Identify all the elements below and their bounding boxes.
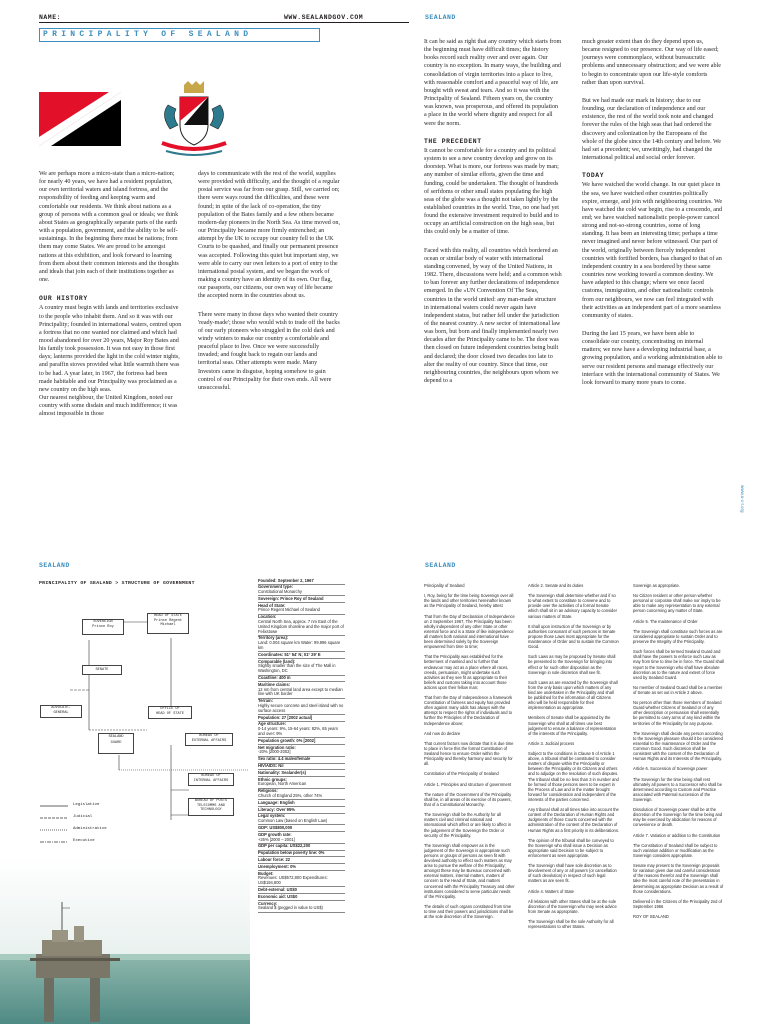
precedent-paragraph-3: much greater extent than do they depend upon us, became resigned to our presence. Our way of life eased; journeys were commonplace, without bureaucratic problems and unnecessary obstruction; and we were able to begin to concentrate upon our life-style comforts rather than upon survival. — [582, 39, 721, 86]
precedent-paragraph-2: Faced with this reality, all countries which bordered an ocean or similar body of water with international standing convened, by way of the United Nations, in 1982. There, discussions were held; and a common wish to ban forever any further declarations of independence emerged. In the »UN Convention Of The Seas, countries in the world united: any man-made structure in international waters could never again have independent status, but rather fell under the jurisdiction of the nearest country. A new sector of international law was born, but born and finally implemented nearly two decades after the Principality came to be. The door was then closed on future independent countries being built and declared; the door closed two decades too late to alter the reality of our country. Since that time, our neighbouring countries, the neighbours upon whom we depend to a — [424, 247, 562, 385]
fact-row — [258, 603, 345, 615]
fact-label: Population below poverty line: 0% — [258, 850, 325, 856]
fact-value: Sealand $ (pegged in value to US$) — [258, 905, 323, 911]
fact-label: Location: — [258, 614, 277, 620]
fact-label: Religions: — [258, 788, 278, 794]
fact-label: Debt-external: US$0 — [258, 886, 297, 892]
coat-of-arms-icon — [158, 81, 230, 161]
sealand-flag-icon — [39, 92, 121, 146]
facts-table — [258, 578, 345, 913]
website-label: WWW.SEALANDGOV.COM — [284, 14, 364, 21]
fact-value: 0-14 years: 9%, 15-64 years: 82%, 65 years and over: 9% — [258, 726, 338, 737]
legend-judicial: Judicial — [73, 815, 93, 819]
fact-value: European, North American — [258, 781, 307, 787]
fact-label: Comparable (land): — [258, 658, 296, 664]
precedent-paragraph-4: But we had made our mark in history; due to our founding, our declaration of independence and our existence, the rest of the world took note and changed forever the rules of the high seas that had ordered the discovery and colonization by the Europeans of the whole of the globe since the 14th century and before. We had set a precedent; we, unwittingly, had changed the international political and social order forever. — [582, 97, 721, 162]
sealand-tag-top: SEALAND — [425, 14, 456, 21]
intro-column-4 — [582, 38, 723, 387]
fact-value: Land: 0.004 square km Water: 99.996 square km — [258, 640, 341, 651]
org-box-bureau-posts: BUREAU OF POSTS TELECOMMS AND TECHNOLOGY — [188, 798, 234, 816]
fact-value: Slightly smaller than the size of The Mall in Washington, DC — [258, 663, 336, 674]
org-box-head-of-state: HEAD OF STATE Prince Regent Michael — [147, 613, 189, 634]
fact-value: 12 nm from central land area except to median line with UK border — [258, 686, 343, 697]
fact-label: Net migration ratio: — [258, 744, 296, 750]
fact-label: HIV/AIDS: Nil — [258, 763, 284, 768]
intro-paragraph: We are perhaps more a micro-state than a micro-nation; for nearly 40 years, we have had a resident population, our own territorial waters and island fortress, and the responsibility of feeding and keeping warm and comfortable our residents. We think about nations as a group of persons with a common goal or ideals; we think about States as geographically separate parts of the earth with a population, government, and the ability to be self-sustainings. In the beginning there must be nations; from them may come States. We are proud to be amongst nations at this exhibition, and look forward to learning from them about their common interests and the thoughts and ideals that join each of their institutions together as one. — [39, 171, 179, 284]
fact-label: Ethnic groups: — [258, 776, 287, 782]
fact-label: Age structure: — [258, 721, 286, 727]
fact-label: GDP per capita: US$22,200 — [258, 843, 311, 849]
fact-row — [258, 789, 345, 801]
fact-row — [258, 659, 345, 675]
fact-row — [258, 682, 345, 698]
legend-executive: Executive — [73, 839, 95, 843]
legend-lines — [40, 803, 70, 848]
fact-row — [258, 699, 345, 715]
fact-label: GDP growth rate: — [258, 831, 292, 837]
constitution-column-2: Article 2. Senate and its duties The Sovereign shall determine whether and if so to what extent to constitute to convene and to provide over the activities of a formal Senate which shall sit in an advisory capacity to consider various matters of State. It shall upon instruction of the Sovereign or by authorities consonant of such persons in Senate propose those Laws most appropriate for the maintenance of Order and to sustain the Common Good. Such Laws as may be proposed by Senate shall be presented to the Sovereign for bringing into effect or for such other disposition as the Sovereign in sole discretion shall see fit. Such Laws as are enacted by the Sovereign shall from the only basis upon which matters of any kind are undertaken in the Principality and shall be published for the information of all Citizens who will be held responsible for their implementation as appropriate. Members of Senate shall be appointed by the Sovereign who shall at all times use best judgement to ensure a balance of representation of the interests of the Principality. Article 3. Judicial process Subject to the conditions in Clause 5 of Article 1 above, a tribunal shall be constituted to consider matters of dispute within the Principality or between the Principality or its Citizens and others and to adjudge on the resolution of such disputes. The tribunal shall be no less than 3 in number and be formed of those persons seen to be expert in the Process of Law and in the matter brought forward for consideration and independent of the interests of the parties concerned. Any tribunal shall at all times take into account the content of the Declaration of Human Rights and Judgments of those Courts concerned with the administration of the content of the Declaration of Human Rights as a first priority in its deliberations. The opinion of the tribunal shall be conveyed to the Sovereign who shall issue a Decision as appropriate said Decision to be subject to enforcement as seen appropriate. The Sovereign shall have sole discretion as to devolvement of any or all powers (or cancellation of such devolution) in respect of such legal matters as are seen fit. Article 4. Matters of State All relations with other States shall be at the sole discretion of the Sovereign who may seek advice from Senate as appropriate. The Sovereign shall be the sole Authority for all representations to other States. — [528, 583, 620, 930]
fact-row — [258, 615, 345, 636]
fact-row — [258, 832, 345, 844]
fact-label: Sovereign: Prince Roy of Sealand — [258, 595, 324, 601]
fact-row — [258, 894, 345, 901]
fact-label: Coastline: 400 m — [258, 675, 291, 681]
fact-value: Common Law (based on English Law) — [258, 818, 328, 824]
fact-value: Central North Sea, approx. 7 nm East of the United Kingdom shoreline and the major port of Felixstowe — [258, 619, 344, 634]
intro-column-1 — [39, 170, 182, 419]
fact-label: Sex ratio: 4.4 males/female — [258, 756, 311, 762]
fact-label: Economic aid: US$0 — [258, 893, 298, 899]
fact-label: Territory (area): — [258, 635, 289, 641]
header-rule — [39, 22, 409, 23]
history-paragraph-2: days to communicate with the rest of the world, supplies were provided with difficulty, and the thought of a regular postal service was far from our grasp. Still, we carried on; there were ways round the difficulties, and these were found; in spite of the lack of co-operation, the tiny population of the Bates family and a few others became modern-day pioneers in the North Sea. As time moved on, our Principality became more firmly entrenched; an attempt by the UK to occupy our country fell to the UK Courts to be quashed, and finally our permanent presence was accepted. Following this quiet but important step, we were able to carry our own letters to a port of entry to the international postal system, and we began the work of making a country have an identity of its own. Our flag, our passports, our citizens, our own way of life became the accepted norm in the countries about us. — [198, 171, 340, 300]
name-label: NAME: — [39, 14, 62, 21]
org-box-office-head-of-state: OFFICE OF HEAD OF STATE — [148, 706, 192, 719]
legend-legislative: Legislative — [73, 803, 100, 807]
fact-label: Language: English — [258, 799, 295, 805]
intro-column-3 — [424, 38, 562, 385]
precedent-heading: THE PRECEDENT — [424, 137, 482, 145]
side-url: www.a-c-t.org — [740, 485, 745, 513]
fact-row — [258, 871, 345, 887]
sealand-tag-bottom-right: SEALAND — [425, 562, 456, 569]
fact-label: Unemployment: 0% — [258, 863, 296, 869]
page-title: PRINCIPALITY OF SEALAND — [43, 30, 253, 39]
fact-value: Highly secure concrete and steel island with no surface access — [258, 703, 344, 713]
fact-value: Church of England 25%, other 74% — [258, 792, 323, 798]
intro-column-2 — [198, 170, 340, 392]
fact-label: Government type: — [258, 584, 294, 590]
constitution-column-1: Principality of Sealand I, Roy, being for the time being Sovereign over all the lands and other territories hereinafter known as the Principality of Sealand, hereby attest That from the Day of Declaration of Independence on 2 September 1967, The Principality has been wholly independent of any other State or other external force and is a State of like independence all matters both national and international have been determined solely by the Sovereign empowered from time to time; That the Principality was established for the betterment of mankind and to further that endeavour may act as a place where all races, creeds, persuasion, might undertake such activities as they see fit as appropriate to their beliefs and customs taking into account those actions upon their fellow man; That from the Day of Independence a framework Constitution of fairness and equity has provided often against many odds has always with the attempt to respect the rights of individuals and to further the Principles of the Declaration of Independence above; And now do declare That current factors now dictate that it is due time to place in force this the formal Constitution of Sealand hence to ensure Order within the Principality and thereby harmony and security for all. Constitution of the Principality of Sealand Article 1. Principles and structure of government The nature of the Government of the Principality shall be, in all areas of its exercise of its powers, that of a Constitutional Monarchy. The Sovereign shall be the Authority for all matters civil and criminal national and international which affect or are likely to affect in the judgement of the Sovereign the Order or security of the Principality. The Sovereign shall empower as in the judgement of the Sovereign is appropriate such persons or groups of persons as seen fit with devolved authority to effect such matters as may arise to pursue the welfare of the Principality; amongst these may be Bureaux concerned with external matters, internal matters, matters of concern to the Head of State, and matters concerned with the Principality Treasury and other institutions considered to serve particular needs of the Principality. The details of such organs constituted from time to time and their powers and jurisdictions shall be at the sole discretion of the Sovereign. — [424, 583, 515, 920]
fact-label: Nationality: Sealander(s) — [258, 769, 306, 775]
history-paragraph-continued: Our nearest neighbour, the United Kingdom, noted our country with some disdain and much indifference; it was almost impossible in those — [39, 395, 178, 418]
fact-label: Maritime claims: — [258, 681, 291, 687]
fact-label: Currency: — [258, 900, 278, 906]
fact-row — [258, 636, 345, 652]
fact-label: Budget: — [258, 870, 274, 876]
fact-label: Labour force: 22 — [258, 856, 291, 862]
fact-label: Population growth: 0% [2002] — [258, 737, 316, 743]
org-box-bureau-external: BUREAU OF EXTERNAL AFFAIRS — [185, 733, 233, 746]
fact-row — [258, 722, 345, 738]
precedent-paragraph: It cannot be comfortable for a country and its political system to see a new country develop and grow on its doorstep. What is more, our fortress was made by man; any number of similar efforts, given the time and funding, could be undertaken. The thought of hundreds of serfdoms or other small states populating the high seas of the globe was a thought not taken lightly by the established countries in the world. True, no one had yet found the extensive investment required to build and to occupy an artificial construction on the high seas, but this could only be a matter of time. — [424, 147, 559, 236]
fact-label: Founded: September 2, 1967 — [258, 577, 314, 583]
fact-row — [258, 777, 345, 789]
sea-fortress-photo — [0, 858, 250, 1024]
today-paragraph: We have watched the world change. In our quiet place in the sea, we have watched other countries politically expire, emerge, and join with neighbouring countries. We have watched the cold war begin, rise to a crescendo, and end; we have watched nationalistic people-power cancel strong and not-so-strong countries, some of long standing. It has been an interesting time; perhaps a time never imagined and never before witnessed. Our part of the world, originally between fiercely independent countries with fortified borders, has changed to that of an independent country in a sea bordered by these same countries now working toward a common destiny. We have adapted to this change; where we once faced customs, immigration, and other nationalistic controls from our neighbours, we now can feel integrated with their activities as an independent part of a more seamless community of states. — [582, 182, 723, 319]
org-box-bureau-internal: BUREAU OF INTERNAL AFFAIRS — [188, 773, 234, 786]
history-paragraph-3: There were many in those days who wanted their country 'ready-made'; those who would wish to trade off the backs of our early pioneers who struggled in the cold dark and windy winters to make our country a comfortable and peaceful place to live. Once we were successfully invaded; and fought back to regain our lands and territorial seas. Other attempts were made. Many Investors came in disguise, hoping somehow to gain control of our Principality for their own ends. All were unsuccessful. — [198, 311, 340, 391]
today-paragraph-2: During the last 15 years, we have been able to consolidate our country, concentrating on internal matters; we now have a developing industrial base, a growing population, and a working administration able to serve our resident persons and manage effectively our interface with the international community of States. We look forward to many more years to come. — [582, 331, 723, 386]
fact-row — [258, 901, 345, 913]
fact-label: Coordinates: 51° 54' N; 01° 29' E — [258, 651, 321, 657]
fact-label: Terrain: — [258, 698, 273, 704]
fact-value: Prince Regent Michael of Sealand — [258, 607, 320, 613]
fact-row — [258, 814, 345, 826]
org-box-advocate-general: ADVOCATE- GENERAL — [40, 705, 82, 718]
fact-value: +25% [2000 – 2001] — [258, 836, 295, 842]
org-box-senate: SENATE — [82, 665, 122, 675]
today-heading: TODAY — [582, 172, 605, 180]
history-heading: OUR HISTORY — [39, 295, 88, 303]
fact-row — [258, 745, 345, 757]
structure-title: PRINCIPALITY OF SEALAND > STRUCTURE OF GOVERNMENT — [39, 581, 195, 586]
constitution-column-3: Sovereign as appropriate. No Citizen resident or other person whether personal or corporate shall make nor imply to be able to make any representation to any external person concerning any matter of State. Article 5. The maintenance of Order The Sovereign shall constitute such forces as are considered appropriate to sustain Order and to preserve the Integrity of the Principality. Such forces shall be termed Sealand Guard and shall have the powers to enforce such Law as may from time to time be in force. The Guard shall report to the Sovereign who shall have absolute discretion as to the nature and extent of force used by Sealand Guard. No member of Sealand Guard shall be a member of Senate as set out in Article 2 above. No person other than those members of Sealand Guard whether Citizens of Sealand or of any other description or persuasion shall essentially be permitted to carry arms of any kind within the territories of the Principality for any purpose. The Sovereign shall decide any person according to the Sovereign pleasure should it be considered essential to the maintenance of Order and the Common Good. Such discretion shall be consistent with the content of the Declaration of Human Rights and its Interests of the Principality. Article 6. Succession of Sovereign power The Sovereign for the time being shall rest ultimately all powers to a Successor who shall be determined according to Custom and Practice associated with Paternal succession of the Sovereign. Dissolution of Sovereign power shall be at the discretion of the Sovereign for the time being and may be exercised by abdication for reasons of convenience or death. Article 7. Variation or addition to the Constitution The Constitution of Sealand shall be subject to such variation addition or modification as the Sovereign considers appropriate. Senate may present to the Sovereign proposals for variation given due and careful consideration of the reasons therefor and the Sovereign shall take the most careful note of the presentation in determining as appropriate Decision as a result of those considerations. Delivered in the Citizens of the Principality 2nd of September 1966 ROY OF SEALAND — [633, 583, 724, 920]
history-paragraph-4: It can be said as right that any country which starts from the beginning must have difficult times; the history books record such reality over and over again. Our country is no exception. In many ways, the building and consolidation of virgin territories into a place to live, with reasonable comfort and a peaceful way of life, are bought with sweat and tears. And so it was with the Principality of Sealand. Fifteen years on, the country was known, was prosperous, and offered its population a place in the world where dignity and respect for all were the norm. — [424, 39, 562, 127]
org-box-sovereign: SOVEREIGN Prince Roy — [82, 619, 124, 635]
org-box-sealand-guard: SEALAND GUARD — [98, 733, 134, 754]
fact-label: Head of State: — [258, 602, 286, 608]
fact-value: Revenues: US$572,800 Expenditures: US$194,800 — [258, 875, 328, 886]
fact-value: Constitutional Monarchy — [258, 589, 302, 595]
fact-label: Population: 27 [2002 actual] — [258, 714, 313, 720]
title-box — [39, 28, 320, 42]
history-paragraph: A country must begin with lands and territories exclusive to the people who inhabit them. And so it was with our Principality; founded in international waters, centred upon a fortress that no one wanted nor claimed and which had mood abandoned for over 20 years, Major Roy Bates and his family took possession. It was not easy in those first days; lanterns provided the light in the cold winter nights, and paraffin stoves provided what little warmth there was to be had. A year later, in 1967, the fortress had been made habitable and our Principality was proclaimed as a new country on the high seas. — [39, 305, 182, 393]
legend-administrative: Administrative — [73, 827, 107, 831]
fact-label: Legal system: — [258, 813, 286, 819]
fact-value: -20% [2000-2002] — [258, 749, 291, 755]
sealand-tag-bottom-left: SEALAND — [39, 562, 70, 569]
fact-label: GDP: US$800,000 — [258, 824, 293, 830]
fact-label: Literacy: Over 95% — [258, 806, 295, 812]
fact-row — [258, 585, 345, 597]
